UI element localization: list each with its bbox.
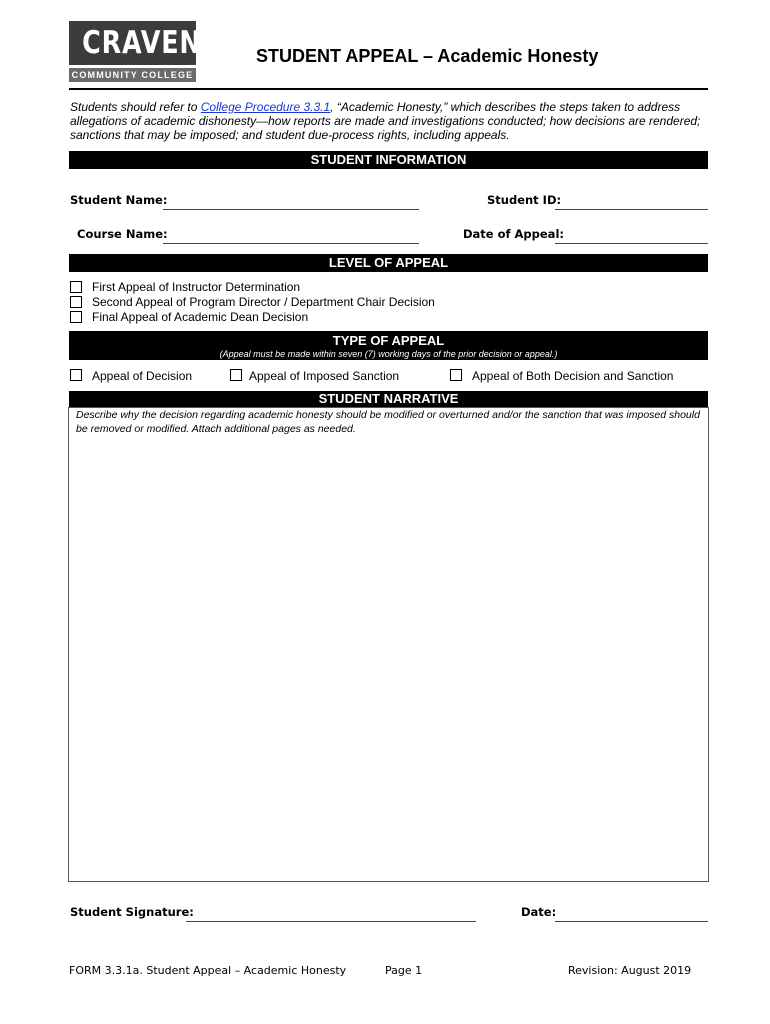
student-id-label: Student ID: <box>487 193 562 207</box>
student-info-header-text: STUDENT INFORMATION <box>310 152 467 167</box>
signature-date-label: Date: <box>521 905 557 919</box>
logo-name: CRAVEN <box>82 25 202 61</box>
narrative-instructions: Describe why the decision regarding academic honesty should be modified or overturned and/or the sanction that was imposed should be removed or modified. Attach additional pages as needed. <box>76 409 700 435</box>
type-of-appeal-header <box>69 331 708 360</box>
college-logo <box>69 21 202 82</box>
type-option-checkbox[interactable] <box>230 369 242 381</box>
signature-date-field[interactable] <box>555 921 708 922</box>
date-of-appeal-label: Date of Appeal: <box>463 227 564 241</box>
student-signature-label: Student Signature: <box>70 905 194 919</box>
student-info-header <box>69 151 708 169</box>
type-option-checkbox[interactable] <box>70 369 82 381</box>
course-name-field[interactable] <box>163 243 419 244</box>
intro-suffix: , “Academic Honesty,” which describes the steps taken to address allegations of academic dishonesty—how reports are made and investigations conducted; how decisions are rendered; sanctions that may be imposed; and student due-process rights, including appeals. <box>70 100 701 142</box>
level-option-label: Final Appeal of Academic Dean Decision <box>92 310 309 324</box>
footer-page-number: Page 1 <box>385 964 423 977</box>
type-option-label: Appeal of Imposed Sanction <box>249 369 400 383</box>
intro-paragraph <box>70 100 710 142</box>
level-option-checkbox[interactable] <box>70 296 82 308</box>
logo-subtitle: COMMUNITY COLLEGE <box>69 68 196 82</box>
date-of-appeal-field[interactable] <box>555 243 708 244</box>
student-narrative-header <box>69 391 708 408</box>
footer-form-id: FORM 3.3.1a. Student Appeal – Academic Honesty <box>69 964 347 977</box>
course-name-label: Course Name: <box>77 227 168 241</box>
student-id-field[interactable] <box>555 209 708 210</box>
level-option-checkbox[interactable] <box>70 281 82 293</box>
type-header-text: TYPE OF APPEAL <box>332 333 445 348</box>
level-option-label: Second Appeal of Program Director / Department Chair Decision <box>92 295 435 309</box>
level-header-text: LEVEL OF APPEAL <box>328 255 449 270</box>
type-option-checkbox[interactable] <box>450 369 462 381</box>
student-name-field[interactable] <box>163 209 419 210</box>
narrative-textarea[interactable] <box>68 407 709 882</box>
student-signature-field[interactable] <box>186 921 476 922</box>
type-option-label: Appeal of Both Decision and Sanction <box>472 369 674 383</box>
footer-revision: Revision: August 2019 <box>568 964 692 977</box>
narrative-header-text: STUDENT NARRATIVE <box>318 391 459 406</box>
level-option-checkbox[interactable] <box>70 311 82 323</box>
level-option-label: First Appeal of Instructor Determination <box>92 280 301 294</box>
intro-prefix: Students should refer to <box>70 100 201 114</box>
title-rule <box>69 88 708 90</box>
type-header-note: (Appeal must be made within seven (7) working days of the prior decision or appeal.) <box>219 349 558 359</box>
procedure-link[interactable]: College Procedure 3.3.1 <box>200 100 331 114</box>
form-title: STUDENT APPEAL – Academic Honesty <box>256 46 599 66</box>
level-of-appeal-header <box>69 254 708 272</box>
type-option-label: Appeal of Decision <box>92 369 193 383</box>
student-name-label: Student Name: <box>70 193 168 207</box>
